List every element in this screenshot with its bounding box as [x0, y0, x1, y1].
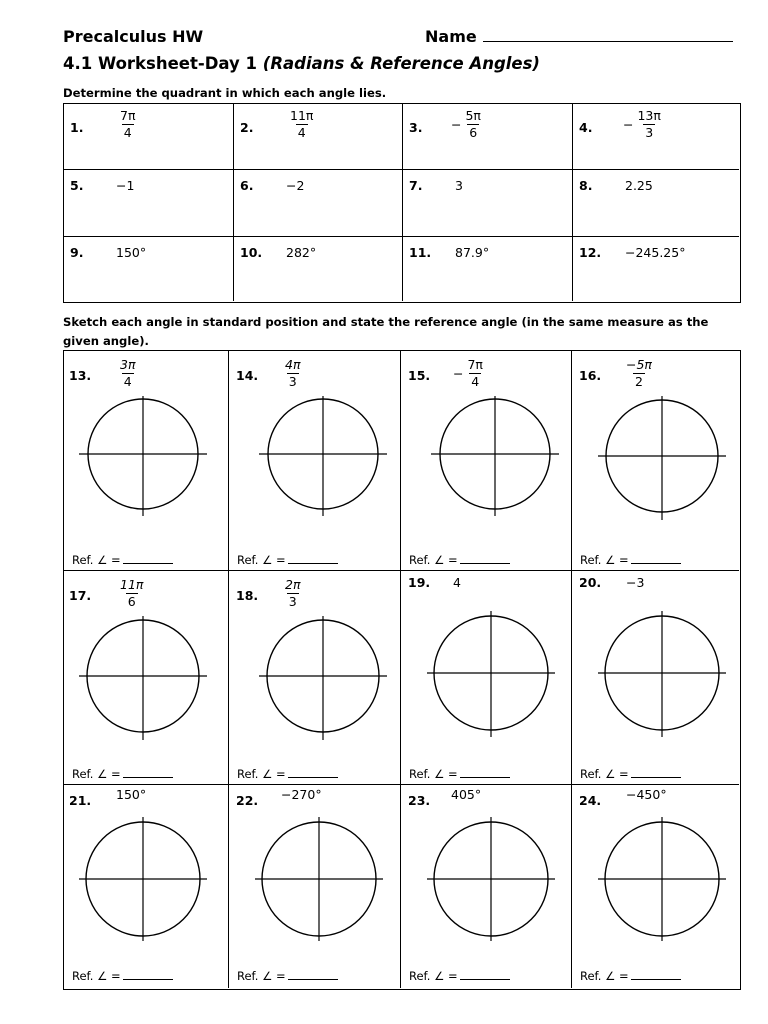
problem-value: 4: [453, 575, 461, 590]
coordinate-plane[interactable]: [431, 396, 559, 516]
problem-value: 87.9°: [455, 245, 490, 260]
problem-number: 8.: [579, 178, 593, 193]
problem-number: 10.: [240, 245, 263, 260]
coordinate-plane[interactable]: [427, 817, 555, 941]
problem-value: −245.25°: [625, 245, 686, 260]
problem-number: 2.: [240, 120, 254, 135]
problem-24: [572, 785, 739, 988]
problem-fraction: − $\frac{7\pi}{4}$: [453, 357, 483, 389]
problem-number: 14.: [236, 368, 259, 383]
quadrant-grid: [63, 103, 741, 303]
coordinate-plane[interactable]: [598, 817, 726, 941]
coordinate-plane[interactable]: [259, 396, 387, 516]
problem-value: 282°: [286, 245, 317, 260]
name-field[interactable]: [425, 27, 733, 46]
problem-fraction: −5π 2: [626, 357, 652, 389]
coordinate-plane[interactable]: [598, 611, 726, 737]
problem-number: 5.: [70, 178, 84, 193]
problem-fraction: 4π 3: [285, 357, 301, 389]
problem-number: 19.: [408, 575, 431, 590]
problem-value: −1: [116, 178, 135, 193]
section1-instruction: Determine the quadrant in which each angle lies.: [63, 86, 387, 100]
problem-13: [64, 351, 229, 571]
problem-fraction: 2π 3: [285, 577, 301, 609]
problem-value: 3: [455, 178, 463, 193]
problem-10: [234, 237, 403, 301]
problem-8: [573, 170, 739, 237]
problem-value: 2.25: [625, 178, 653, 193]
problem-20: [572, 571, 739, 785]
worksheet-title: [63, 54, 540, 73]
reference-angle-blank[interactable]: Ref. ∠ =: [72, 553, 173, 567]
reference-angle-blank[interactable]: Ref. ∠ =: [72, 767, 173, 781]
problem-number: 16.: [579, 368, 602, 383]
problem-value: −450°: [626, 787, 667, 802]
reference-angle-blank[interactable]: Ref. ∠ =: [409, 767, 510, 781]
problem-value: −3: [626, 575, 645, 590]
problem-number: 9.: [70, 245, 84, 260]
problem-4: [573, 104, 739, 170]
problem-number: 23.: [408, 793, 431, 808]
problem-19: [401, 571, 572, 785]
problem-number: 11.: [409, 245, 432, 260]
sketch-grid: [63, 350, 741, 990]
problem-fraction: 11π 6: [120, 577, 144, 609]
problem-number: 15.: [408, 368, 431, 383]
problem-number: 17.: [69, 588, 92, 603]
problem-fraction: − $\frac{13\pi}{3}$: [623, 108, 661, 140]
problem-17: [64, 571, 229, 785]
problem-value: −270°: [281, 787, 322, 802]
name-line[interactable]: [483, 28, 733, 42]
problem-value: 405°: [451, 787, 482, 802]
problem-22: [229, 785, 401, 988]
problem-number: 1.: [70, 120, 84, 135]
problem-fraction: 3π 4: [120, 357, 136, 389]
worksheet-name: 4.1 Worksheet-Day 1: [63, 54, 258, 73]
reference-angle-blank[interactable]: Ref. ∠ =: [580, 969, 681, 983]
coordinate-plane[interactable]: [598, 396, 726, 520]
problem-9: [64, 237, 234, 301]
coordinate-plane[interactable]: [427, 611, 555, 737]
problem-3: [403, 104, 573, 170]
coordinate-plane[interactable]: [79, 616, 207, 740]
problem-number: 3.: [409, 120, 423, 135]
problem-1: [64, 104, 234, 170]
problem-number: 6.: [240, 178, 254, 193]
problem-number: 22.: [236, 793, 259, 808]
coordinate-plane[interactable]: [79, 817, 207, 941]
problem-12: [573, 237, 739, 301]
coordinate-plane[interactable]: [259, 616, 387, 740]
reference-angle-blank[interactable]: Ref. ∠ =: [237, 969, 338, 983]
name-label: Name: [425, 27, 477, 46]
problem-fraction: − $\frac{5\pi}{6}$: [451, 108, 481, 140]
problem-number: 12.: [579, 245, 602, 260]
problem-11: [403, 237, 573, 301]
problem-6: [234, 170, 403, 237]
section2-instruction: Sketch each angle in standard position and state the reference angle (in the same measure as the given angle).: [63, 315, 709, 348]
problem-value: −2: [286, 178, 305, 193]
problem-number: 7.: [409, 178, 423, 193]
problem-number: 21.: [69, 793, 92, 808]
problem-7: [403, 170, 573, 237]
problem-number: 20.: [579, 575, 602, 590]
problem-23: [401, 785, 572, 988]
reference-angle-blank[interactable]: Ref. ∠ =: [409, 969, 510, 983]
reference-angle-blank[interactable]: Ref. ∠ =: [580, 553, 681, 567]
problem-number: 4.: [579, 120, 593, 135]
problem-fraction: 11π 4: [290, 108, 314, 140]
problem-value: 150°: [116, 787, 147, 802]
reference-angle-blank[interactable]: Ref. ∠ =: [237, 767, 338, 781]
problem-value: 150°: [116, 245, 147, 260]
problem-21: [64, 785, 229, 988]
problem-number: 13.: [69, 368, 92, 383]
reference-angle-blank[interactable]: Ref. ∠ =: [72, 969, 173, 983]
coordinate-plane[interactable]: [255, 817, 383, 941]
problem-number: 18.: [236, 588, 259, 603]
reference-angle-blank[interactable]: Ref. ∠ =: [409, 553, 510, 567]
problem-fraction: 7π 4: [120, 108, 136, 140]
problem-15: [401, 351, 572, 571]
problem-14: [229, 351, 401, 571]
problem-2: [234, 104, 403, 170]
reference-angle-blank[interactable]: Ref. ∠ =: [237, 553, 338, 567]
course-title: Precalculus HW: [63, 27, 204, 46]
problem-18: [229, 571, 401, 785]
problem-16: [572, 351, 739, 571]
problem-number: 24.: [579, 793, 602, 808]
problem-5: [64, 170, 234, 237]
reference-angle-blank[interactable]: Ref. ∠ =: [580, 767, 681, 781]
coordinate-plane[interactable]: [79, 396, 207, 516]
worksheet-subtitle: (Radians & Reference Angles): [262, 54, 540, 73]
